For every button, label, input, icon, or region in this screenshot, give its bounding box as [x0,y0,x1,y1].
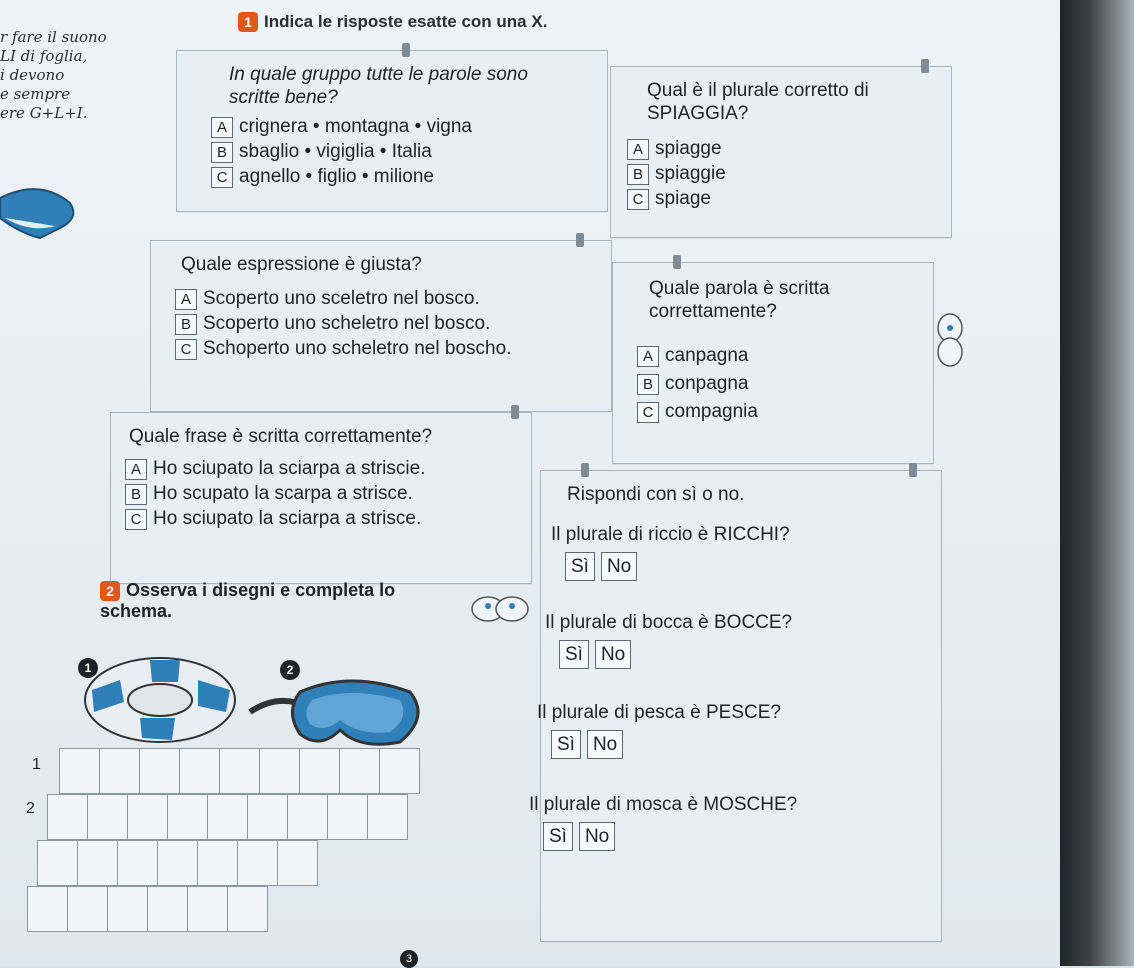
question-card-4 [612,262,934,464]
q2-option-c-text: spiage [655,188,711,209]
grid-cell[interactable] [147,886,188,932]
grid-cell[interactable] [207,794,248,840]
q3-option-c-box[interactable]: C [175,339,197,360]
yesno-1-no[interactable]: No [601,552,637,581]
q5-option-b-text: Ho scupato la scarpa a strisce. [153,483,413,504]
grid-cell[interactable] [77,840,118,886]
grid-cell[interactable] [237,840,278,886]
picture-2-number: 2 [280,660,300,680]
yesno-2-yes[interactable]: Sì [559,640,589,669]
grid-cell[interactable] [187,886,228,932]
yesno-4-yes[interactable]: Sì [543,822,573,851]
answer-grid-row-3 [38,840,318,886]
question-card-3 [150,240,612,412]
grid-cell[interactable] [117,840,158,886]
yesno-question-3: Il plurale di pesca è PESCE? [537,702,781,723]
exercise-2-header [100,580,410,622]
q4-option-b-text: conpagna [665,373,749,394]
margin-note: r fare il suono LI di foglia, i devono e sempre ere G+L+I. [0,28,107,122]
question-card-5 [110,412,532,584]
yesno-3-yes[interactable]: Sì [551,730,581,759]
q2-option-a-box[interactable]: A [627,139,649,160]
q4-option-a-text: canpagna [665,345,749,366]
q4-option-a-box[interactable]: A [637,346,659,367]
q3-option-c-text: Schoperto uno scheletro nel boscho. [203,338,512,359]
grid-row-1-label: 1 [32,756,41,773]
q5-option-a-text: Ho sciupato la sciarpa a striscie. [153,458,426,479]
whale-illustration [0,178,80,248]
yesno-question-1: Il plurale di riccio è RICCHI? [551,524,790,545]
yesno-question-2: Il plurale di bocca è BOCCE? [545,612,793,633]
yesno-question-4: Il plurale di mosca è MOSCHE? [529,794,798,815]
question-card-1 [176,50,608,212]
question-1-text: In quale gruppo tutte le parole sono scritte bene? [229,64,528,108]
grid-cell[interactable] [299,748,340,794]
q1-option-a-text: crignera • montagna • vigna [239,116,472,137]
yesno-2-no[interactable]: No [595,640,631,669]
yesno-3-no[interactable]: No [587,730,623,759]
butterfly-icon [470,584,530,634]
grid-cell[interactable] [107,886,148,932]
q5-option-c-box[interactable]: C [125,509,147,530]
q3-option-b-text: Scoperto uno scheletro nel bosco. [203,313,491,334]
q1-option-b-box[interactable]: B [211,142,233,163]
grid-cell[interactable] [127,794,168,840]
grid-cell[interactable] [167,794,208,840]
question-5-text: Quale frase è scritta correttamente? [129,426,433,447]
grid-cell[interactable] [37,840,78,886]
page-number: 3 [400,950,418,968]
question-6-title: Rispondi con sì o no. [567,484,745,505]
exercise-1-instruction: Indica le risposte esatte con una X. [264,12,548,31]
q3-option-a-text: Scoperto uno sceletro nel bosco. [203,288,480,309]
book-edge [1060,0,1134,966]
q3-option-b-box[interactable]: B [175,314,197,335]
question-card-6 [529,470,942,942]
grid-cell[interactable] [379,748,420,794]
q2-option-c-box[interactable]: C [627,189,649,210]
grid-cell[interactable] [277,840,318,886]
yesno-4-no[interactable]: No [579,822,615,851]
grid-cell[interactable] [47,794,88,840]
question-card-2 [610,66,952,238]
grid-cell[interactable] [219,748,260,794]
q2-option-a-text: spiagge [655,138,722,159]
q5-option-a-box[interactable]: A [125,459,147,480]
grid-cell[interactable] [99,748,140,794]
grid-cell[interactable] [259,748,300,794]
picture-1-number: 1 [78,658,98,678]
grid-cell[interactable] [87,794,128,840]
q1-option-c-text: agnello • figlio • milione [239,166,434,187]
swim-ring-illustration [80,650,240,750]
grid-cell[interactable] [339,748,380,794]
q5-option-c-text: Ho sciupato la sciarpa a strisce. [153,508,422,529]
question-3-text: Quale espressione è giusta? [181,254,422,275]
yesno-1-yes[interactable]: Sì [565,552,595,581]
q1-option-a-box[interactable]: A [211,117,233,138]
answer-grid-row-2 [48,794,408,840]
exercise-2-instruction: Osserva i disegni e completa lo schema. [100,580,396,621]
exercise-1-header [238,12,547,32]
q2-option-b-box[interactable]: B [627,164,649,185]
question-4-text: Quale parola è scritta correttamente? [649,278,830,322]
q2-option-b-text: spiaggie [655,163,726,184]
grid-row-2-label: 2 [26,800,35,817]
q4-option-b-box[interactable]: B [637,374,659,395]
q1-option-c-box[interactable]: C [211,167,233,188]
butterfly-icon [930,310,970,370]
answer-grid-row-4 [28,886,268,932]
exercise-2-number: 2 [100,581,120,601]
grid-cell[interactable] [139,748,180,794]
exercise-1-number: 1 [238,12,258,32]
q5-option-b-box[interactable]: B [125,484,147,505]
grid-cell[interactable] [287,794,328,840]
grid-cell[interactable] [367,794,408,840]
grid-cell[interactable] [327,794,368,840]
q4-option-c-text: compagnia [665,401,758,422]
grid-cell[interactable] [197,840,238,886]
answer-grid-row-1 [60,748,420,794]
question-2-text: Qual è il plurale corretto di SPIAGGIA? [647,80,869,124]
grid-cell[interactable] [27,886,68,932]
q3-option-a-box[interactable]: A [175,289,197,310]
grid-cell[interactable] [247,794,288,840]
grid-cell[interactable] [227,886,268,932]
grid-cell[interactable] [67,886,108,932]
grid-cell[interactable] [179,748,220,794]
q4-option-c-box[interactable]: C [637,402,659,423]
grid-cell[interactable] [59,748,100,794]
q1-option-b-text: sbaglio • vigiglia • Italia [239,141,432,162]
grid-cell[interactable] [157,840,198,886]
